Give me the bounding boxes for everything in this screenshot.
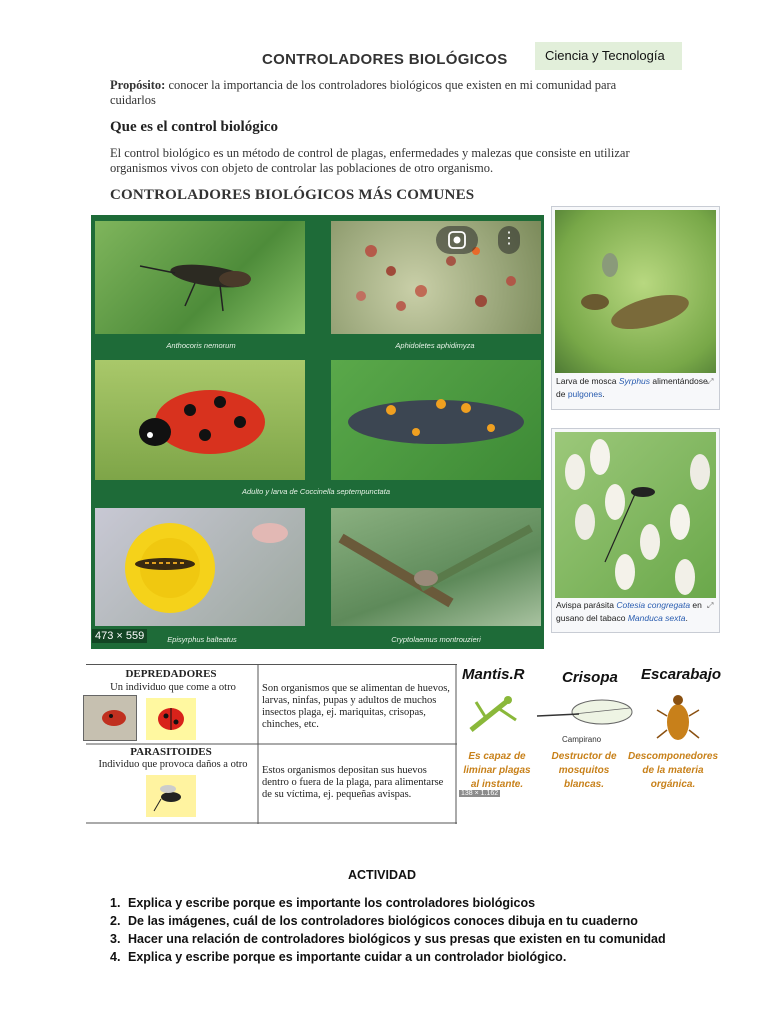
crisopa-label: Campirano	[562, 735, 602, 744]
controllers-collage	[91, 215, 544, 649]
ladybird-illustration	[146, 698, 196, 740]
ladybird-icon	[84, 696, 136, 740]
mantis-desc: Es capaz de liminar plagas al instante.	[463, 751, 531, 790]
ladybird-icon	[146, 698, 196, 740]
definition-heading: Que es el control biológico	[110, 119, 279, 135]
manduca-link[interactable]: Manduca sexta	[627, 613, 686, 623]
activity-title: ACTIVIDAD	[348, 868, 417, 882]
larva-icon	[331, 360, 541, 480]
crisopa-title: Crisopa	[562, 669, 618, 686]
cotesia-link[interactable]: Cotesia congregata	[616, 600, 691, 610]
syrphus-link[interactable]: Syrphus	[618, 376, 651, 386]
parasitoids-subtitle: Individuo que provoca daños a otro	[98, 759, 248, 770]
caption-coccinella: Adulto y larva de Coccinella septempunctata	[241, 487, 390, 496]
more-options-button[interactable]	[498, 226, 520, 254]
purpose-label: Propósito:	[110, 78, 166, 92]
photo-cotesia	[555, 432, 716, 598]
caption-aphidoletes: Aphidoletes aphidimyza	[395, 341, 475, 350]
expand-icon[interactable]: ⤢	[707, 601, 714, 610]
purpose-text: conocer la importancia de los controladores biológicos que existen en mi comunidad para cuidarlos	[110, 78, 617, 107]
cotesia-card	[551, 428, 720, 633]
crisopa-desc: Destructor de mosquitos blancas.	[551, 751, 617, 790]
activity-item: 3. Hacer una relación de controladores biológicos y sus presas que existen en tu comunidad	[110, 932, 666, 946]
caption-episyrphus: Episyrphus balteatus	[167, 635, 237, 644]
cocoons-icon	[555, 432, 716, 598]
definition-text: El control biológico es un método de control de plagas, enfermedades y malezas que consiste en utilizar organismos vivos con objeto de controlar las poblaciones de otro organismo.	[110, 146, 630, 175]
beetle-icon	[653, 688, 703, 748]
more-vert-icon: ⋮	[501, 230, 517, 247]
syrphus-card	[551, 206, 720, 410]
purpose-paragraph	[110, 78, 650, 108]
insects-panel	[458, 664, 722, 804]
predator-photo	[83, 695, 137, 741]
lacewing-icon	[534, 694, 634, 734]
common-controllers-heading: CONTROLADORES BIOLÓGICOS MÁS COMUNES	[110, 187, 475, 203]
predators-subtitle: Un individuo que come a otro	[110, 682, 236, 693]
activity-item: 1. Explica y escribe porque es importante los controladores biológicos	[110, 896, 536, 910]
page-title: CONTROLADORES BIOLÓGICOS	[262, 51, 508, 68]
ladybird-icon	[95, 360, 305, 480]
parasitoids-title: PARASITOIDES	[130, 746, 212, 758]
photo-cryptolaemus	[331, 508, 541, 626]
escarabajo-desc: Descomponedores de la materia orgánica.	[628, 751, 719, 790]
syrphus-larva-icon	[555, 210, 716, 373]
subject-badge: Ciencia y Tecnología	[535, 42, 682, 70]
insects-image-size: 138 × 1.162	[461, 790, 499, 797]
parasitoids-text: Estos organismos depositan sus huevos dentro o fuera de la plaga, para alimentarse de su víctima, ej. pequeñas avispas.	[262, 765, 444, 800]
predators-title: DEPREDADORES	[125, 668, 217, 680]
caption-cryptolaemus: Cryptolaemus montrouzieri	[391, 635, 481, 644]
photo-syrphus	[555, 210, 716, 373]
cotesia-caption: Avispa parásita Cotesia congregata en gusano del tabaco Manduca sexta.	[556, 600, 702, 623]
photo-ladybird-larva	[331, 360, 541, 480]
stem-icon	[331, 508, 541, 626]
activity-list	[110, 896, 666, 968]
caption-anthocoris: Anthocoris nemorum	[166, 341, 236, 350]
wasp-icon	[146, 775, 196, 817]
photo-episyrphus	[95, 508, 305, 626]
activity-item: 2. De las imágenes, cuál de los controladores biológicos conoces dibuja en tu cuaderno	[110, 914, 638, 928]
photo-ladybird-adult	[95, 360, 305, 480]
activity-item: 4. Explica y escribe porque es importante cuidar a un controlador biológico.	[110, 950, 567, 964]
lens-icon	[436, 226, 478, 254]
bug-icon	[95, 221, 305, 334]
syrphus-caption: Larva de mosca Syrphus alimentándose de pulgones.	[556, 376, 708, 399]
lens-search-button[interactable]	[436, 226, 478, 254]
image-size-label: 473 × 559	[92, 629, 147, 643]
controllers-table	[86, 664, 457, 824]
wasp-illustration	[146, 775, 196, 817]
predators-text: Son organismos que se alimentan de huevos, larvas, ninfas, pupas y adultos de muchos insectos plaga, ej. mariquitas, crisopas, chinches, etc.	[262, 683, 450, 730]
expand-icon[interactable]: ⤢	[707, 377, 714, 386]
pulgones-link[interactable]: pulgones	[567, 389, 603, 399]
photo-anthocoris	[95, 221, 305, 334]
flower-icon	[95, 508, 305, 626]
mantis-title: Mantis.R	[462, 666, 525, 683]
mantis-icon	[466, 690, 526, 740]
escarabajo-title: Escarabajo	[641, 666, 722, 683]
